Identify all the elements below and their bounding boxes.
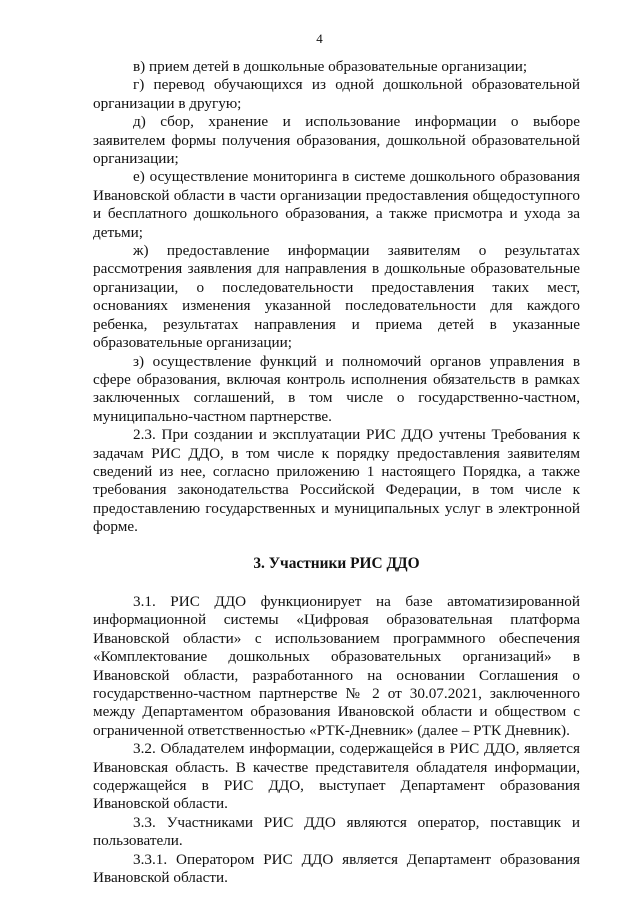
- section-3-heading: 3. Участники РИС ДДО: [253, 554, 420, 572]
- item-e: е) осуществление мониторинга в системе дошкольного образования Ивановской области в части организации предоставления общедоступного и бесплатного дошкольного образования, а также присмотра и ухода за детьми;: [93, 168, 580, 241]
- clause-3-3: 3.3. Участниками РИС ДДО являются оператор, поставщик и пользователи.: [93, 813, 580, 850]
- spacer: [93, 573, 580, 593]
- item-v: в) прием детей в дошкольные образовательные организации;: [133, 58, 528, 75]
- page-number: 4: [316, 31, 323, 46]
- spacer: [93, 537, 580, 555]
- clause-3-3-1: 3.3.1. Оператором РИС ДДО является Департамент образования Ивановской области.: [93, 850, 580, 887]
- item-g: г) перевод обучающихся из одной дошкольной образовательной организации в другую;: [93, 76, 580, 112]
- clause-3-1: 3.1. РИС ДДО функционирует на базе автоматизированной информационной системы «Цифровая образовательная платформа Ивановской области» с использованием программного обеспечения «Комплектование дошкольных образовательных организаций» в Ивановской области, разработанного на основании Соглашения о государственно-частном партнерстве № 2 от 30.07.2021, заключенного между Департаментом образования Ивановской области и обществом с ограниченной ответственностью «РТК-Дневник» (далее – РТК Дневник).: [93, 592, 580, 739]
- item-zh: ж) предоставление информации заявителям о результатах рассмотрения заявления для направления в дошкольные образовательные организации, о последовательности предоставления таких мест, основаниях изменения указанной последовательности для каждого ребенка, результатах направления и приема детей в указанные образовательные организации;: [93, 242, 580, 352]
- item-z: з) осуществление функций и полномочий органов управления в сфере образования, включая контроль исполнения обязательств в рамках заключенных соглашений, в том числе о государственно-частном, муниципально-частном партнерстве.: [93, 352, 580, 425]
- item-d: д) сбор, хранение и использование информации о выборе заявителем формы получения образования, дошкольной образовательной организации;: [93, 113, 580, 168]
- document-body: [93, 58, 580, 887]
- clause-2-3: 2.3. При создании и эксплуатации РИС ДДО учтены Требования к задачам РИС ДДО, в том числе к порядку предоставления заявителям сведений из нее, согласно приложению 1 настоящего Порядка, а также требования законодательства Российской Федерации, в том числе к предоставлению государственных и муниципальных услуг в электронной форме.: [93, 426, 580, 536]
- clause-3-2: 3.2. Обладателем информации, содержащейся в РИС ДДО, является Ивановская область. В качестве представителя обладателя информации, содержащейся в РИС ДДО, выступает Департамент образования Ивановской области.: [93, 740, 580, 813]
